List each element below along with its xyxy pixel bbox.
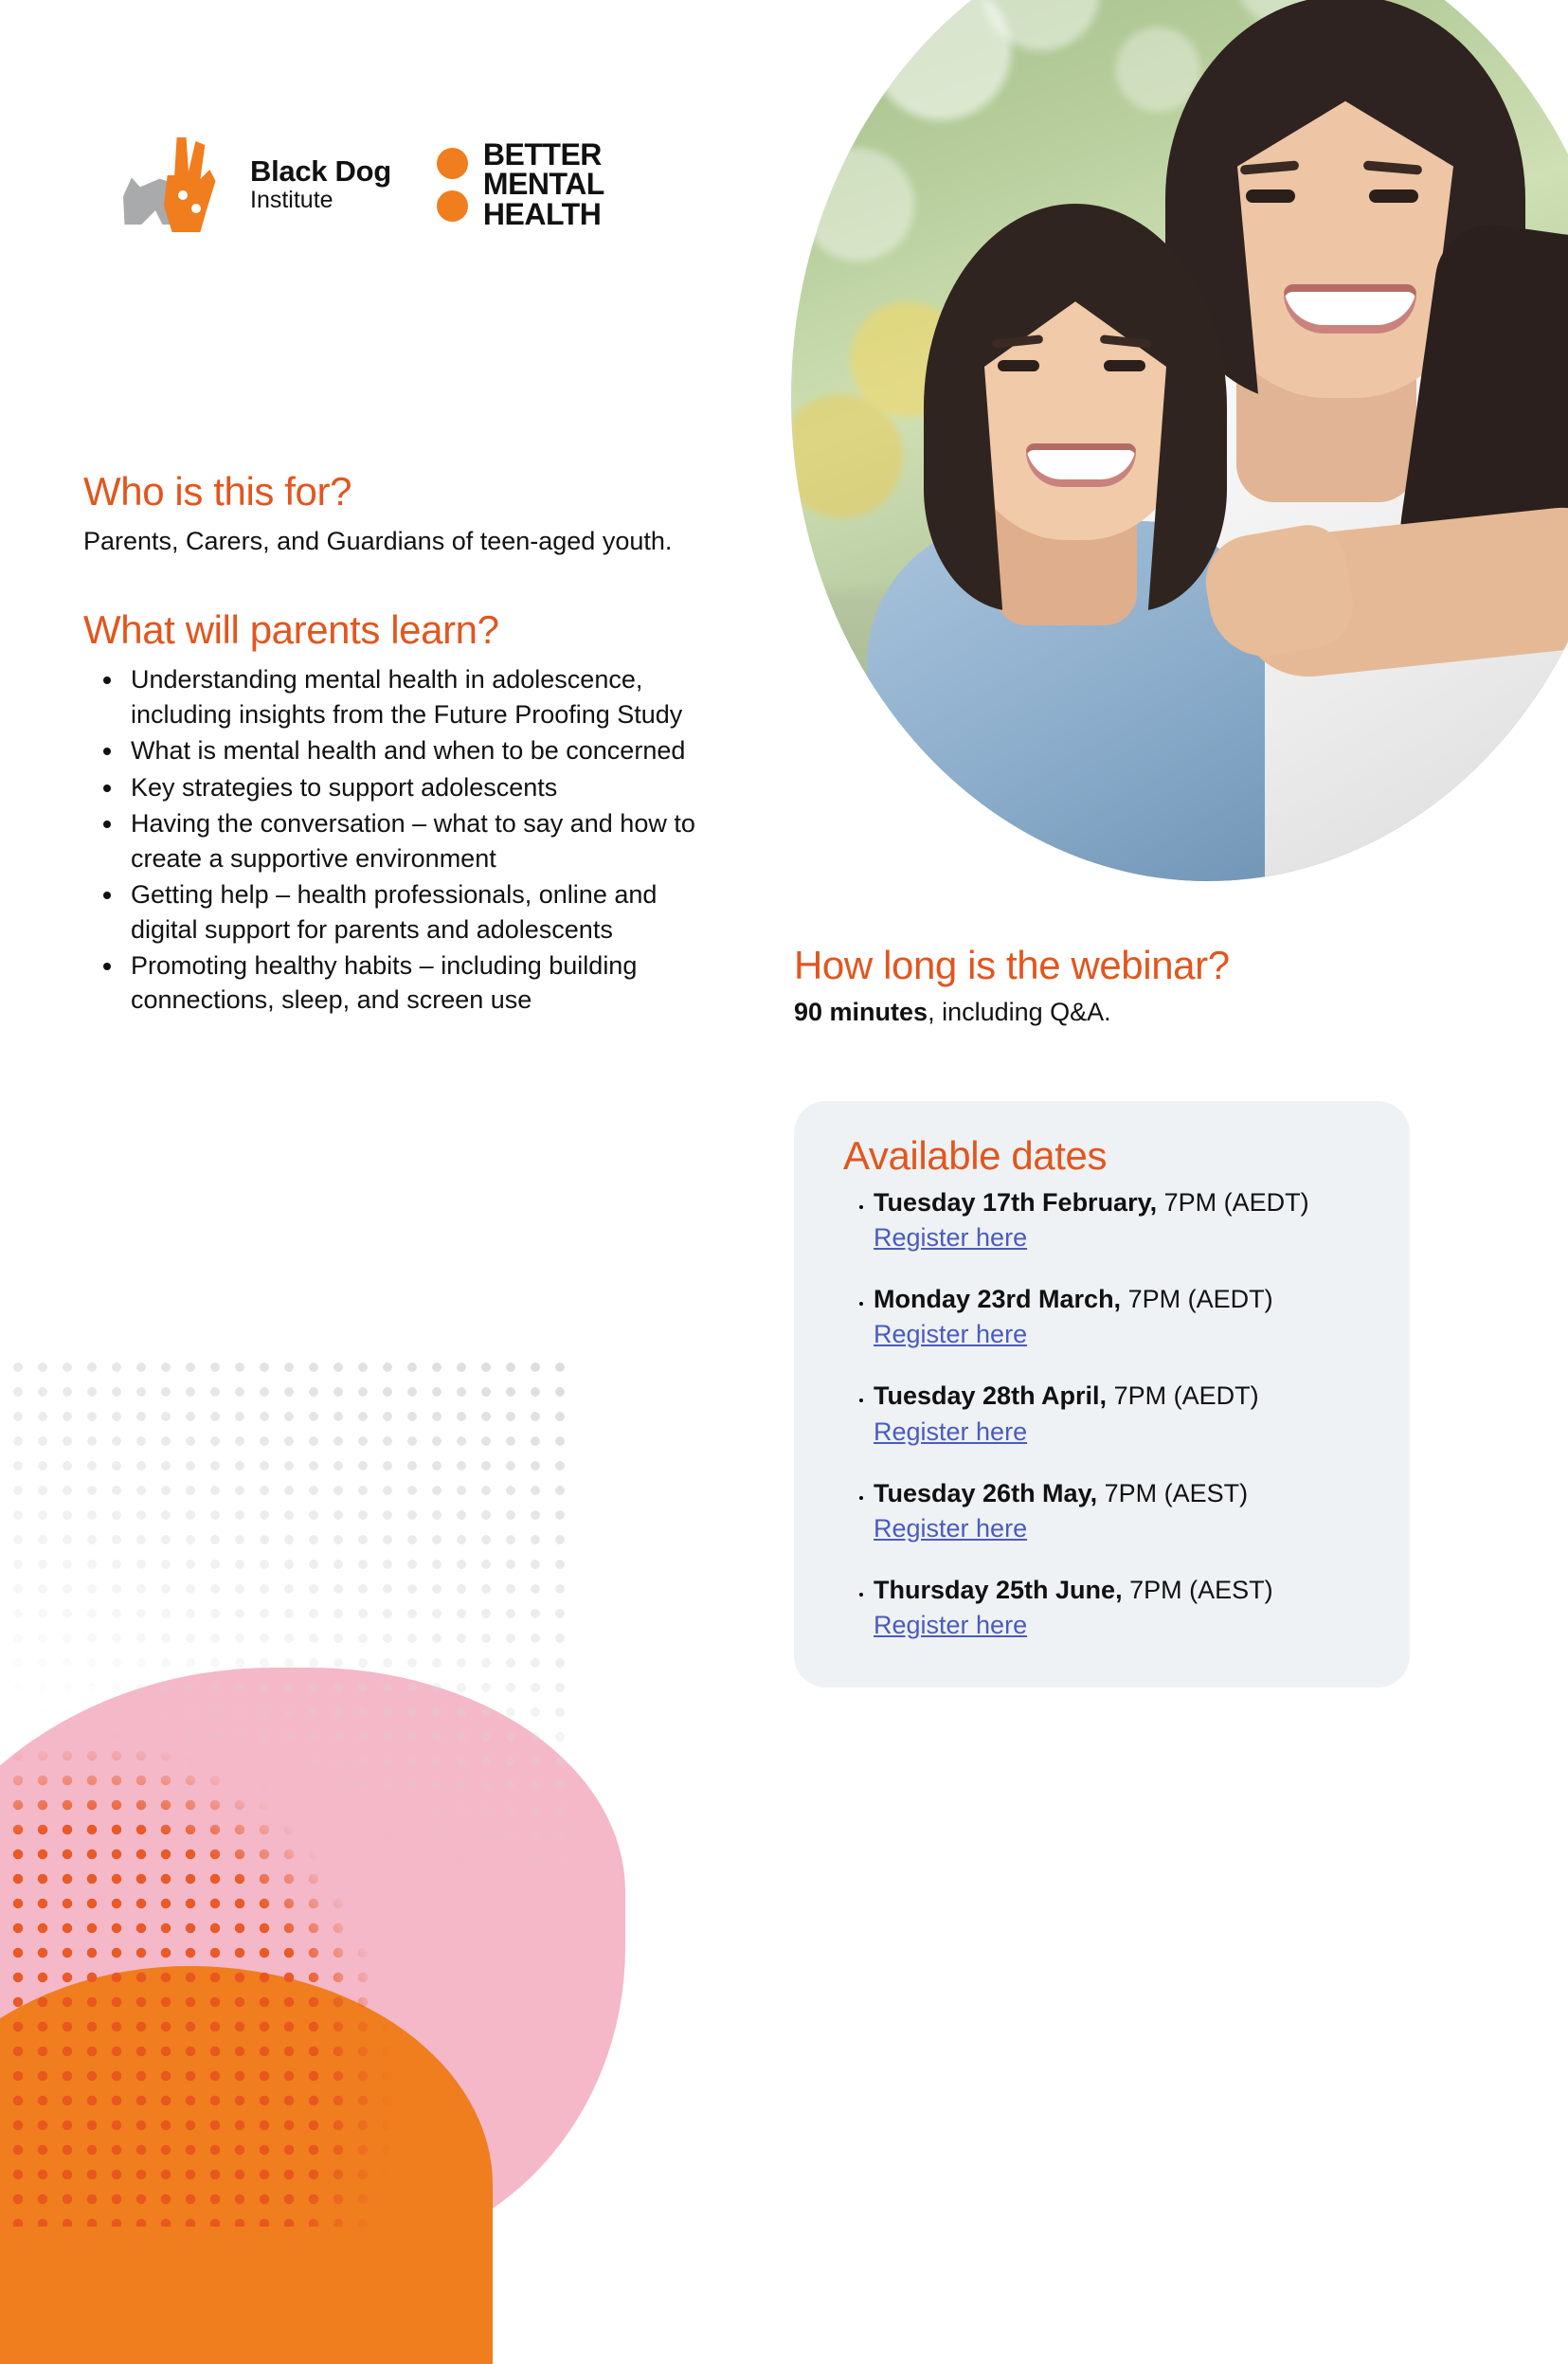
date-day: Tuesday 26th May, bbox=[874, 1478, 1098, 1507]
what-will-parents-learn-heading: What will parents learn? bbox=[83, 607, 499, 653]
date-time: 7PM (AEDT) bbox=[1121, 1285, 1273, 1314]
bmh-line-2: MENTAL bbox=[482, 167, 604, 202]
learn-list bbox=[83, 662, 728, 1017]
register-here-link[interactable]: Register here bbox=[874, 1611, 1028, 1640]
list-item: • What is mental health and when to be concerned bbox=[125, 733, 728, 767]
better-mental-health-logo bbox=[437, 136, 604, 231]
date-time: 7PM (AEST) bbox=[1097, 1478, 1249, 1507]
date-list-item bbox=[874, 1380, 1372, 1450]
date-line bbox=[874, 1477, 1372, 1510]
bmh-line-3: HEALTH bbox=[482, 196, 602, 231]
list-item: • Promoting healthy habits – including building connections, sleep, and screen use bbox=[125, 948, 728, 1018]
who-is-this-for-heading: Who is this for? bbox=[83, 469, 352, 514]
webinar-duration: 90 minutes bbox=[794, 998, 928, 1026]
webinar-duration-rest: , including Q&A. bbox=[928, 998, 1111, 1026]
better-mental-health-wordmark bbox=[482, 136, 604, 231]
hand-dot-icon bbox=[178, 190, 188, 200]
mother-eye-right bbox=[1369, 189, 1418, 203]
date-list-item bbox=[874, 1186, 1372, 1256]
date-line bbox=[874, 1186, 1372, 1219]
date-line bbox=[874, 1283, 1372, 1316]
hero-photo bbox=[791, 0, 1568, 881]
date-day: Tuesday 28th April, bbox=[874, 1381, 1108, 1411]
date-list-item bbox=[874, 1574, 1372, 1644]
available-dates-heading: Available dates bbox=[843, 1133, 1108, 1178]
black-dog-institute-wordmark bbox=[250, 156, 391, 212]
hand-dot-icon bbox=[191, 204, 201, 213]
black-dog-line-1: Black Dog bbox=[250, 154, 391, 189]
available-dates-list bbox=[832, 1186, 1372, 1644]
register-here-link[interactable]: Register here bbox=[874, 1223, 1028, 1253]
date-day: Thursday 25th June, bbox=[874, 1575, 1123, 1604]
list-item: • Getting help – health professionals, online and digital support for parents and adolescents bbox=[125, 877, 728, 947]
list-item: • Understanding mental health in adolescence, including insights from the Future Proofing Study bbox=[125, 662, 728, 731]
available-dates-card bbox=[794, 1101, 1410, 1687]
register-here-link[interactable]: Register here bbox=[874, 1513, 1028, 1543]
register-here-link[interactable]: Register here bbox=[874, 1417, 1028, 1446]
date-line bbox=[874, 1574, 1372, 1607]
decorative-orange-dot-pattern bbox=[0, 1374, 587, 2227]
right-column bbox=[794, 943, 1495, 1687]
black-dog-line-2: Institute bbox=[250, 187, 333, 214]
register-here-link[interactable]: Register here bbox=[874, 1320, 1028, 1349]
dot-icon bbox=[437, 190, 468, 222]
date-day: Tuesday 17th February, bbox=[874, 1188, 1158, 1217]
left-column bbox=[83, 469, 728, 1020]
hand-icon bbox=[159, 137, 218, 232]
logo-row bbox=[123, 137, 604, 232]
daughter-smile bbox=[1026, 443, 1136, 487]
date-day: Monday 23rd March, bbox=[874, 1285, 1122, 1314]
two-dots-icon bbox=[437, 148, 468, 222]
date-time: 7PM (AEDT) bbox=[1107, 1381, 1259, 1411]
daughter-eye-right bbox=[1104, 360, 1145, 371]
list-item: • Having the conversation – what to say and how to create a supportive environment bbox=[125, 806, 728, 875]
date-time: 7PM (AEST) bbox=[1122, 1575, 1273, 1604]
webinar-length-heading: How long is the webinar? bbox=[794, 943, 1230, 987]
date-list-item bbox=[874, 1477, 1372, 1547]
webinar-length-body bbox=[794, 998, 1495, 1027]
date-time: 7PM (AEDT) bbox=[1157, 1188, 1309, 1217]
black-dog-institute-logo-icon bbox=[123, 137, 225, 232]
daughter-eye-left bbox=[998, 360, 1039, 371]
who-is-this-for-body: Parents, Carers, and Guardians of teen-aged youth. bbox=[83, 527, 673, 555]
list-item: • Key strategies to support adolescents bbox=[125, 770, 728, 804]
date-list-item bbox=[874, 1283, 1372, 1353]
spacer bbox=[83, 558, 728, 607]
dot-icon bbox=[437, 148, 468, 179]
mother-eye-left bbox=[1246, 189, 1295, 203]
mother-smile bbox=[1284, 284, 1416, 334]
bmh-line-1: BETTER bbox=[482, 136, 602, 171]
date-line bbox=[874, 1380, 1372, 1413]
